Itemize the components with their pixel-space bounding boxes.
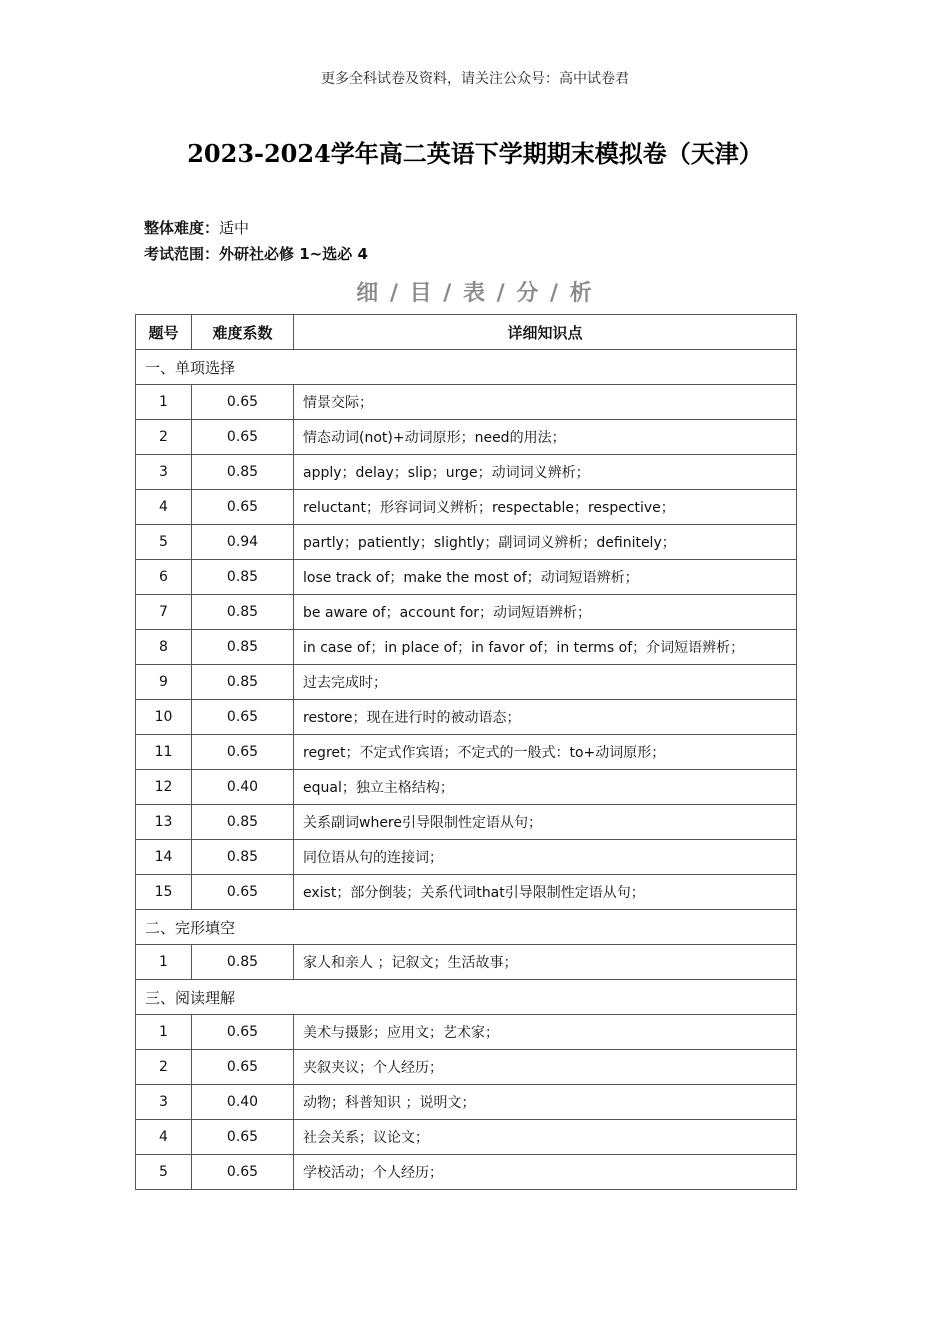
- table-body: [136, 350, 797, 1190]
- difficulty-coefficient: 0.40: [192, 770, 294, 805]
- table-row: [136, 770, 797, 805]
- table-row: [136, 560, 797, 595]
- question-number: 4: [136, 490, 192, 525]
- page-title: 2023-2024学年高二英语下学期期末模拟卷（天津）: [187, 139, 763, 168]
- section-title: 三、阅读理解: [136, 980, 797, 1015]
- question-number: 1: [136, 385, 192, 420]
- knowledge-points: 关系副词where引导限制性定语从句；: [294, 805, 797, 840]
- question-number: 2: [136, 420, 192, 455]
- difficulty-coefficient: 0.94: [192, 525, 294, 560]
- table-row: [136, 595, 797, 630]
- table-row: [136, 1015, 797, 1050]
- table-row: [136, 1120, 797, 1155]
- section-heading: 细 / 目 / 表 / 分 / 析: [356, 281, 594, 306]
- knowledge-points: reluctant；形容词词义辨析；respectable；respective；: [294, 490, 797, 525]
- header-note: 更多全科试卷及资料，请关注公众号：高中试卷君: [321, 71, 629, 87]
- knowledge-points: lose track of；make the most of；动词短语辨析；: [294, 560, 797, 595]
- table-row: [136, 490, 797, 525]
- question-number: 11: [136, 735, 192, 770]
- table-header-row: [136, 315, 797, 350]
- header-knowledge: 详细知识点: [294, 315, 797, 350]
- question-number: 9: [136, 665, 192, 700]
- table-row: [136, 840, 797, 875]
- knowledge-points: 动物；科普知识 ；说明文；: [294, 1085, 797, 1120]
- question-number: 13: [136, 805, 192, 840]
- question-number: 7: [136, 595, 192, 630]
- knowledge-points: in case of；in place of；in favor of；in terms of；介词短语辨析；: [294, 630, 797, 665]
- difficulty-coefficient: 0.85: [192, 455, 294, 490]
- difficulty-coefficient: 0.65: [192, 875, 294, 910]
- knowledge-points: regret；不定式作宾语；不定式的一般式：to+动词原形；: [294, 735, 797, 770]
- table-row: [136, 420, 797, 455]
- difficulty-coefficient: 0.65: [192, 1120, 294, 1155]
- question-number: 4: [136, 1120, 192, 1155]
- question-number: 5: [136, 525, 192, 560]
- knowledge-points: partly；patiently；slightly；副词词义辨析；definitely；: [294, 525, 797, 560]
- difficulty-coefficient: 0.85: [192, 595, 294, 630]
- difficulty-coefficient: 0.85: [192, 840, 294, 875]
- section-title: 二、完形填空: [136, 910, 797, 945]
- table-row: [136, 805, 797, 840]
- difficulty-coefficient: 0.85: [192, 665, 294, 700]
- difficulty-coefficient: 0.65: [192, 1155, 294, 1190]
- difficulty-coefficient: 0.65: [192, 1050, 294, 1085]
- question-number: 3: [136, 1085, 192, 1120]
- scope-line: [144, 243, 368, 264]
- difficulty-coefficient: 0.65: [192, 700, 294, 735]
- difficulty-value: 适中: [219, 219, 250, 237]
- knowledge-points: 情景交际；: [294, 385, 797, 420]
- table-row: [136, 665, 797, 700]
- knowledge-points: equal；独立主格结构；: [294, 770, 797, 805]
- table-row: [136, 1155, 797, 1190]
- knowledge-points: 学校活动；个人经历；: [294, 1155, 797, 1190]
- table-row: [136, 735, 797, 770]
- table-row: [136, 455, 797, 490]
- knowledge-points: 社会关系；议论文；: [294, 1120, 797, 1155]
- question-number: 14: [136, 840, 192, 875]
- scope-value: 外研社必修 1~选必 4: [219, 245, 368, 263]
- question-number: 3: [136, 455, 192, 490]
- question-number: 6: [136, 560, 192, 595]
- section-title: 一、单项选择: [136, 350, 797, 385]
- difficulty-coefficient: 0.85: [192, 560, 294, 595]
- section-row: [136, 910, 797, 945]
- table-row: [136, 630, 797, 665]
- knowledge-points: exist；部分倒装；关系代词that引导限制性定语从句；: [294, 875, 797, 910]
- table-row: [136, 945, 797, 980]
- difficulty-coefficient: 0.65: [192, 735, 294, 770]
- table-row: [136, 875, 797, 910]
- difficulty-coefficient: 0.85: [192, 630, 294, 665]
- header-difficulty: 难度系数: [192, 315, 294, 350]
- difficulty-coefficient: 0.85: [192, 945, 294, 980]
- difficulty-coefficient: 0.65: [192, 490, 294, 525]
- question-number: 2: [136, 1050, 192, 1085]
- difficulty-line: [144, 217, 249, 238]
- table-row: [136, 525, 797, 560]
- knowledge-points: apply；delay；slip；urge；动词词义辨析；: [294, 455, 797, 490]
- header-number: 题号: [136, 315, 192, 350]
- question-number: 15: [136, 875, 192, 910]
- knowledge-points: 同位语从句的连接词；: [294, 840, 797, 875]
- question-number: 1: [136, 945, 192, 980]
- question-number: 10: [136, 700, 192, 735]
- difficulty-coefficient: 0.65: [192, 385, 294, 420]
- knowledge-points: 夹叙夹议；个人经历；: [294, 1050, 797, 1085]
- table-row: [136, 1050, 797, 1085]
- scope-label: 考试范围：: [144, 245, 220, 263]
- knowledge-points: 情态动词(not)+动词原形；need的用法；: [294, 420, 797, 455]
- difficulty-label: 整体难度：: [144, 219, 220, 237]
- table-row: [136, 1085, 797, 1120]
- knowledge-points: be aware of；account for；动词短语辨析；: [294, 595, 797, 630]
- section-row: [136, 350, 797, 385]
- section-row: [136, 980, 797, 1015]
- question-number: 5: [136, 1155, 192, 1190]
- difficulty-coefficient: 0.85: [192, 805, 294, 840]
- knowledge-points: 过去完成时；: [294, 665, 797, 700]
- difficulty-coefficient: 0.65: [192, 1015, 294, 1050]
- difficulty-coefficient: 0.65: [192, 420, 294, 455]
- difficulty-coefficient: 0.40: [192, 1085, 294, 1120]
- table-row: [136, 700, 797, 735]
- question-number: 8: [136, 630, 192, 665]
- knowledge-points: restore；现在进行时的被动语态；: [294, 700, 797, 735]
- detail-table: [135, 314, 797, 1190]
- question-number: 1: [136, 1015, 192, 1050]
- knowledge-points: 美术与摄影；应用文；艺术家；: [294, 1015, 797, 1050]
- question-number: 12: [136, 770, 192, 805]
- table-row: [136, 385, 797, 420]
- knowledge-points: 家人和亲人 ；记叙文；生活故事；: [294, 945, 797, 980]
